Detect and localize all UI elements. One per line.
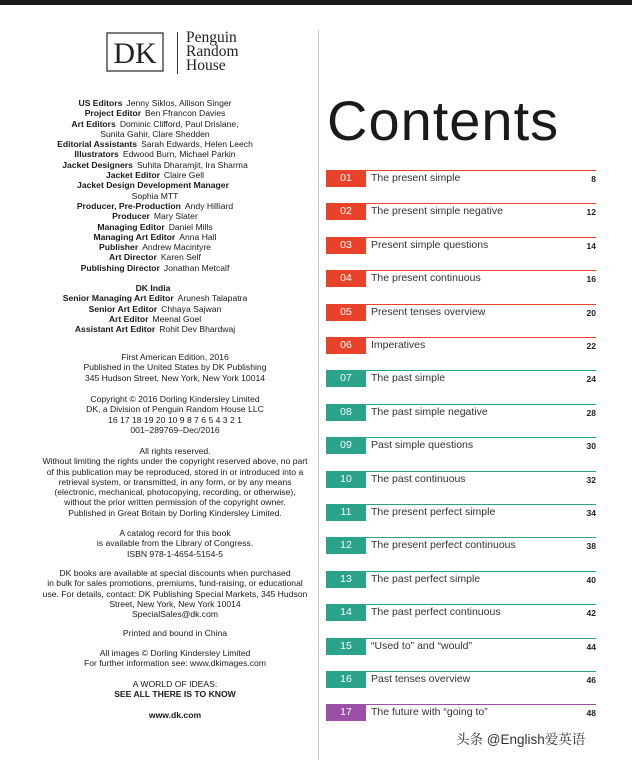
toc-item[interactable] — [326, 704, 596, 724]
toc-label: Present simple questions — [371, 238, 489, 251]
credit-role: Jacket Design Development Manager — [77, 180, 229, 191]
toc-number-badge: 06 — [326, 337, 366, 354]
toc-label: The present simple negative — [371, 205, 503, 218]
dk-logo-icon — [106, 32, 164, 72]
credit-line — [30, 139, 280, 149]
toc-rule — [366, 170, 596, 171]
credit-names: Ben Ffrancon Davies — [145, 108, 226, 119]
credit-names: Andrew Macintyre — [142, 242, 211, 253]
toc-item[interactable] — [326, 571, 596, 591]
toc-label: Past tenses overview — [371, 673, 471, 685]
toc-number-badge: 17 — [326, 704, 366, 721]
toc-label: The past simple negative — [371, 405, 488, 418]
credit-line — [30, 293, 280, 303]
toc-label: The past perfect continuous — [371, 606, 501, 619]
copyright-info: Copyright © 2016 Dorling Kindersley Limited DK, a Division of Penguin Random House LLC 16 17 18 19 20 10 9 8 7 6 5 4 3 2 1 001–289769–Dec/2016 — [86, 394, 264, 435]
toc-page-number: 40 — [586, 574, 596, 585]
credit-line — [30, 98, 280, 108]
credit-line — [30, 170, 280, 180]
toc-number-badge: 04 — [326, 270, 366, 287]
svg-text:DK: DK — [113, 37, 157, 70]
dk-penguin-logo — [106, 30, 256, 80]
credit-role: Jacket Designers — [62, 159, 133, 170]
toc-item[interactable] — [326, 370, 596, 390]
toc-page-number: 14 — [586, 240, 596, 251]
credit-line — [30, 252, 280, 262]
credit-role: Editorial Assistants — [57, 139, 138, 150]
credit-line — [30, 201, 280, 211]
credit-names: Jonathan Metcalf — [163, 262, 230, 273]
credit-names: Edwood Burn, Michael Parkin — [122, 149, 236, 160]
toc-number-badge: 03 — [326, 237, 366, 254]
toc-item[interactable] — [326, 604, 596, 624]
credit-line — [30, 211, 280, 221]
credit-line — [30, 108, 280, 118]
toc-page-number: 44 — [586, 641, 596, 652]
toc-rule — [366, 671, 596, 672]
credit-role: Producer, Pre-Production — [76, 200, 181, 211]
credit-role: Project Editor — [84, 108, 142, 119]
toc-page-number: 34 — [586, 508, 596, 518]
credit-names: Daniel Mills — [168, 221, 213, 232]
toc-label: “Used to” and “would” — [371, 639, 472, 652]
credit-line — [30, 304, 280, 314]
toc-item[interactable] — [326, 437, 596, 457]
contents-title: Contents — [327, 89, 560, 152]
toc-label: The present simple — [371, 172, 461, 184]
toc-item[interactable] — [326, 537, 596, 557]
credits-list — [30, 98, 280, 273]
credit-names: Andy Hilliard — [184, 200, 234, 211]
credit-role: Assistant Art Editor — [74, 324, 156, 335]
toc-page-number: 22 — [586, 341, 596, 351]
toc-label: The past simple — [371, 372, 446, 385]
watermark: 头条 @English爱英语 — [456, 732, 586, 747]
toc-rule — [366, 404, 596, 405]
credit-line — [30, 232, 280, 242]
credit-role: Producer — [112, 211, 150, 222]
toc-number-badge: 07 — [326, 370, 366, 387]
rights-info: All rights reserved. Without limiting the rights under the copyright reserved above, no part of this publication may be reproduced, stored in or introduced into a retrieval system, or transmitted, in any form, or by any means (electronic, mechanical, photocopying, recording, or otherwise), without the prior written permission of the copyright owner. Published in Great Britain by Dorling Kindersley Limited. — [42, 446, 308, 518]
toc-number-badge: 05 — [326, 304, 366, 321]
toc-rule — [366, 270, 596, 271]
toc-label: The past perfect simple — [371, 572, 481, 585]
toc-number-badge: 01 — [326, 170, 366, 187]
credit-line — [30, 222, 280, 232]
credit-names: Anna Hall — [179, 231, 217, 242]
toc-rule — [366, 604, 596, 605]
toc-label: Present tenses overview — [371, 305, 486, 318]
toc-rule — [366, 203, 596, 204]
toc-number-badge: 14 — [326, 604, 366, 621]
credit-names: Suhita Dharamjit, Ira Sharma — [136, 159, 248, 170]
toc-item[interactable] — [326, 170, 596, 190]
credit-line — [30, 180, 280, 190]
credit-names: Karen Self — [160, 252, 201, 263]
toc-item[interactable] — [326, 304, 596, 324]
credit-line — [30, 283, 280, 293]
top-bar — [0, 0, 632, 5]
toc-page-number: 32 — [586, 474, 596, 485]
world-of-ideas: A WORLD OF IDEAS: — [132, 679, 218, 689]
credit-names: Chhaya Sajwan — [161, 303, 222, 314]
toc-item[interactable] — [326, 203, 596, 223]
toc-label: The past continuous — [371, 472, 466, 485]
toc-item[interactable] — [326, 237, 596, 257]
spacer — [30, 273, 280, 283]
toc-rule — [366, 471, 596, 472]
credit-names: Sophia MTT — [131, 190, 179, 201]
toc-rule — [366, 537, 596, 538]
credit-role: Illustrators — [74, 149, 119, 160]
toc-rule — [366, 437, 596, 438]
credit-names: Arunesh Talapatra — [177, 293, 248, 304]
see-all-tagline: SEE ALL THERE IS TO KNOW — [114, 689, 236, 699]
toc-rule — [366, 337, 596, 338]
printed-info: Printed and bound in China — [122, 628, 228, 638]
special-sales-info: DK books are available at special discounts when purchased in bulk for sales promotions, premiums, fund-raising, or educational use. For details, contact: DK Publishing Special Markets, 345 Hudson Street, New York, New York 10014 SpecialSales@dk.com — [42, 568, 308, 620]
toc-item[interactable] — [326, 504, 596, 524]
credit-names: Sarah Edwards, Helen Leech — [141, 139, 253, 150]
toc-number-badge: 09 — [326, 437, 366, 454]
toc-page-number: 12 — [586, 207, 596, 218]
toc-page-number: 16 — [586, 274, 596, 285]
toc-label: Past simple questions — [371, 439, 474, 452]
credit-names: Dominic Clifford, Paul Drislane, — [119, 118, 239, 129]
toc-label: The future with “going to” — [371, 706, 488, 719]
credit-names: Sunita Gahir, Clare Shedden — [100, 128, 210, 139]
credit-role: Art Editor — [108, 313, 149, 324]
india-credits-list — [30, 283, 280, 334]
toc-page-number: 46 — [586, 675, 596, 685]
toc-rule — [366, 304, 596, 305]
toc-rule — [366, 638, 596, 639]
toc-number-badge: 10 — [326, 471, 366, 488]
toc-item[interactable] — [326, 270, 596, 290]
toc-number-badge: 13 — [326, 571, 366, 588]
toc-number-badge: 02 — [326, 203, 366, 220]
toc-item[interactable] — [326, 471, 596, 491]
credit-names: Claire Gell — [163, 170, 205, 181]
toc-rule — [366, 504, 596, 505]
toc-number-badge: 16 — [326, 671, 366, 688]
toc-page-number: 38 — [586, 541, 596, 552]
credit-role: Publishing Director — [80, 262, 160, 273]
toc-rule — [366, 237, 596, 238]
credit-line — [30, 119, 280, 129]
toc-page-number: 28 — [586, 407, 596, 418]
toc-label: Imperatives — [371, 339, 426, 351]
toc-page-number: 24 — [586, 374, 596, 385]
credit-line — [30, 314, 280, 324]
images-info: All images © Dorling Kindersley Limited For further information see: www.dkimages.com — [84, 648, 266, 669]
toc-page-number: 48 — [586, 708, 596, 719]
toc-item[interactable] — [326, 638, 596, 658]
toc-page-number: 20 — [586, 307, 596, 318]
logo-separator — [177, 32, 178, 74]
credit-role: Art Director — [109, 252, 157, 263]
toc-item[interactable] — [326, 337, 596, 357]
credit-role: Senior Art Editor — [88, 303, 158, 314]
toc-page-number: 30 — [586, 441, 596, 452]
publisher-name: Penguin Random House — [186, 29, 239, 74]
credit-names: Mary Slater — [153, 211, 198, 222]
catalog-info: A catalog record for this book is available from the Library of Congress. ISBN 978-1-4654-5154-5 — [96, 528, 254, 559]
credit-role: DK India — [135, 283, 171, 294]
credit-line — [30, 160, 280, 170]
credits-block — [30, 98, 280, 335]
credit-names: Rohit Dev Bhardwaj — [159, 324, 236, 335]
toc-number-badge: 12 — [326, 537, 366, 554]
toc-rule — [366, 370, 596, 371]
toc-rule — [366, 704, 596, 705]
credit-role: US Editors — [78, 98, 123, 108]
toc-label: The present perfect continuous — [371, 539, 516, 552]
toc-page-number: 42 — [586, 608, 596, 619]
credit-role: Senior Managing Art Editor — [62, 293, 174, 304]
toc-label: The present perfect simple — [371, 506, 496, 518]
toc-label: The present continuous — [371, 272, 481, 285]
credit-role: Managing Editor — [97, 221, 165, 232]
credit-names: Meenal Goel — [152, 313, 202, 324]
credit-line — [30, 242, 280, 252]
toc-item[interactable] — [326, 671, 596, 691]
toc-page-number: 8 — [591, 174, 596, 184]
credit-line — [30, 191, 280, 201]
credit-line — [30, 129, 280, 139]
toc-rule — [366, 571, 596, 572]
credit-role: Publisher — [99, 242, 139, 253]
edition-info: First American Edition, 2016 Published in the United States by DK Publishing 345 Hudson Street, New York, New York 10014 — [83, 352, 267, 383]
credit-names: Jenny Siklos, Allison Singer — [126, 98, 232, 108]
credit-role: Jacket Editor — [105, 170, 160, 181]
credit-line — [30, 149, 280, 159]
credit-line — [30, 263, 280, 273]
toc-item[interactable] — [326, 404, 596, 424]
toc-number-badge: 08 — [326, 404, 366, 421]
website-link[interactable]: www.dk.com — [148, 710, 202, 720]
credit-role: Managing Art Editor — [93, 231, 176, 242]
toc-number-badge: 11 — [326, 504, 366, 521]
credit-role: Art Editors — [71, 118, 116, 129]
credit-line — [30, 324, 280, 334]
toc-number-badge: 15 — [326, 638, 366, 655]
